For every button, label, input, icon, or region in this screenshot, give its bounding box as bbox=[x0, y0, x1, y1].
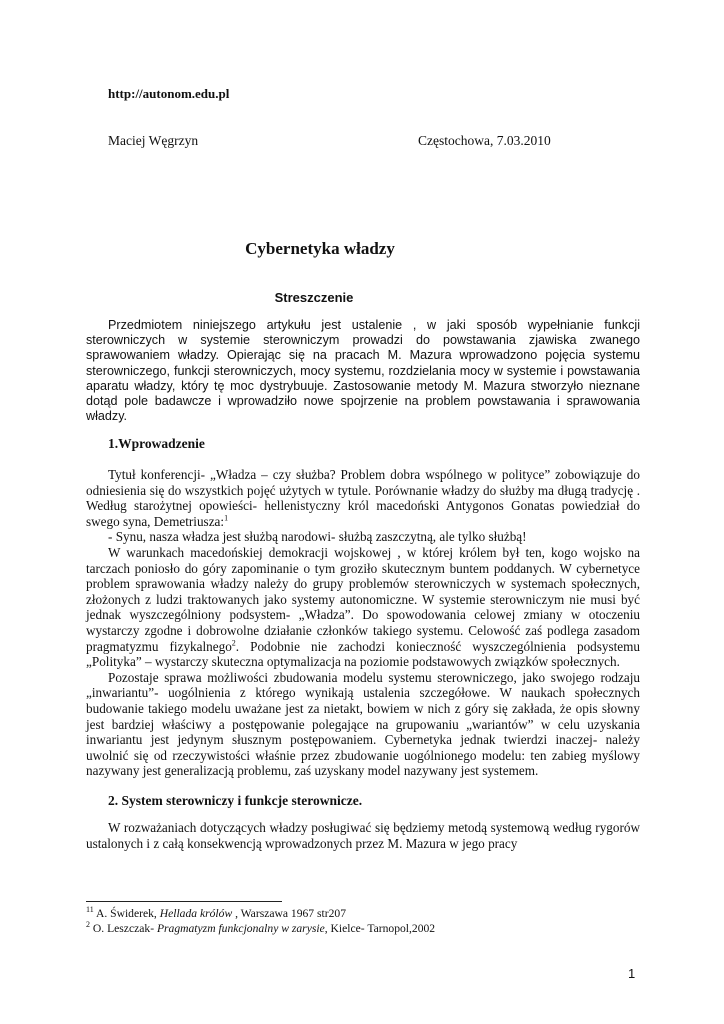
footnote-divider bbox=[86, 901, 282, 902]
paragraph-text: Tytuł konferencji- „Władza – czy służba? Problem dobra wspólnego w polityce” zobowiązuje do odniesienia się do wszystkich pojęć użytych w tytule. Porównanie władzy do służby ma długą tradycję . Według starożytnej opowieści- hellenistyczny król macedoński Antygonos Gonatas powiedział do swego syna, Demetriusza: bbox=[86, 467, 640, 529]
section-1-body bbox=[86, 467, 640, 779]
document-title: Cybernetyka władzy bbox=[245, 239, 395, 258]
place-date: Częstochowa, 7.03.2010 bbox=[418, 133, 551, 148]
footnote-ref: 2 bbox=[231, 638, 236, 648]
footnote-author: O. Leszczak- bbox=[90, 922, 157, 935]
section-2-heading: 2. System sterowniczy i funkcje sterownicze. bbox=[108, 793, 363, 808]
paragraph: Pozostaje sprawa możliwości zbudowania modelu systemu sterowniczego, jako swojego rodzaju „inwariantu”- uogólnienia z którego wynikają ustalenia szczegółowe. W naukach społecznych budowanie takiego modelu uważane jest za nietakt, bowiem w nich z góry się zakłada, że opis słowny jest bardziej właściwy a postępowanie polegające na grupowaniu „wariantów” w celu uzyskania inwariantu jest jedynym słusznym postępowaniem. Cybernetyka jednak twierdzi inaczej- należy uwolnić się od rzeczywistości właśnie przez zbudowanie uogólnionego modelu: ten zabieg myślowy nazywany jest generalizacją problemu, zaś uzyskany model nazywany jest systemem. bbox=[86, 669, 640, 779]
section-1-heading: 1.Wprowadzenie bbox=[108, 436, 205, 451]
paragraph bbox=[86, 467, 640, 529]
paragraph bbox=[86, 545, 640, 670]
paragraph-text: W warunkach macedońskiej demokracji wojskowej , w której królem był ten, kogo wojsko na tarczach poniosło do góry zapominanie o tym groziło skutecznym buntem poddanych. W cybernetyce problem sprawowania władzy należy do grupy problemów sterowniczych w systemach społecznych, złożonych z ludzi traktowanych jako systemy autonomiczne. W systemie sterowniczym nie musi być jednak wyszczególniony podsystem- „Władza”. Do spowodowania celowej zmiany w otoczeniu wystarczy zgodne i dobrowolne działanie członków takiego systemu. Celowość zaś podlega zasadom pragmatyzmu fizykalnego bbox=[86, 544, 640, 654]
footnote-2 bbox=[86, 922, 435, 935]
page-number: 1 bbox=[628, 966, 636, 981]
section-2-body: W rozważaniach dotyczących władzy posługiwać się będziemy metodą systemową według rygorów ustalonych i z całą konsekwencją wprowadzonych przez M. Mazura w jego pracy bbox=[86, 820, 640, 851]
footnote-mark: 2 bbox=[86, 920, 90, 930]
abstract-heading: Streszczenie bbox=[274, 290, 354, 305]
footnote-author: A. Świderek, bbox=[93, 907, 160, 920]
abstract-text: Przedmiotem niniejszego artykułu jest ustalenie , w jaki sposób wypełnianie funkcji sterowniczych w systemie sterowniczym prowadzi do powstawania zjawiska zwanego sprawowaniem władzy. Opierając się na pracach M. Mazura wprowadzono pojęcia systemu sterowniczego, funkcji sterowniczych, mocy systemu, rozdzielania mocy w systemie i powstawania aparatu władzy, który tę moc dystrybuuje. Zastosowanie metody M. Mazura stworzyło nieznane dotąd pole badawcze i wprowadziło nowe spojrzenie na problem powstawania i sprawowania władzy. bbox=[86, 318, 640, 424]
source-url: http://autonom.edu.pl bbox=[108, 86, 230, 101]
footnote-details: , Warszawa 1967 str207 bbox=[232, 907, 346, 920]
footnote-details: , Kielce- Tarnopol,2002 bbox=[324, 922, 436, 935]
paragraph-text: . Podobnie nie zachodzi konieczność wyszczególnienia podsystemu „Polityka” – wystarczy skuteczna optymalizacja na poziomie podstawowych związków społecznych. bbox=[86, 638, 640, 670]
quote-line: - Synu, nasza władza jest służbą narodowi- służbą zaszczytną, ale tylko służbą! bbox=[108, 529, 527, 545]
footnote-book-title: Pragmatyzm funkcjonalny w zarysie bbox=[156, 922, 325, 935]
author-name: Maciej Węgrzyn bbox=[108, 133, 199, 148]
footnote-book-title: Hellada królów bbox=[159, 907, 233, 920]
footnote-mark: 11 bbox=[86, 905, 94, 915]
footnote-ref: 1 bbox=[224, 513, 229, 523]
footnote-1 bbox=[86, 907, 346, 920]
